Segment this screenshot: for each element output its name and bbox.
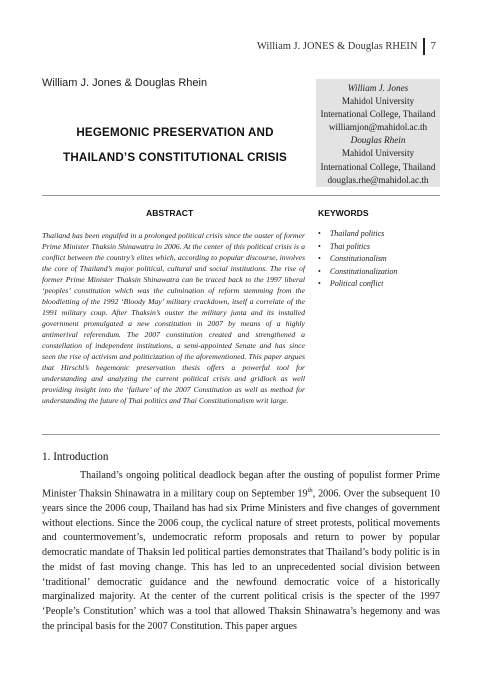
author-2-name: Douglas Rhein [350,135,406,146]
abstract-paragraph: Thailand has been engulfed in a prolonged political crisis since the ouster of former Prime Minister Thaksin Shinawatra in 2006. At the center of this political crisis is a conflict between the country’s elites which, according to popular discourse, involves the core of Thailand’s major political, cultural and social institutions. The rise of former Prime Minister Thaksin Shinawatra can be traced back to the 1997 liberal ‘peoples’ constitution which was the culmination of reform stemming from the bloodletting of the 1992 ‘Bloody May’ military crackdown, itself a correlate of the 1991 military coup. After Thaksin’s ouster the military junta and its installed government promulgated a new constitution in 2007 by means of a highly antimerival referendum. The 2007 constitution created and strengthened a constellation of independent institutions, a semi-appointed Senate and has since seen the rise of activism and politicization of the aforementioned. This paper argues that Hirschl’s hegemonic preservation thesis offers a powerful tool for understanding and analyzing the current political crisis and gridlock as well providing insight into the ‘failure’ of the 2007 Constitution as well as method for understanding the future of Thai politics and Thai Constitutionalism writ large. [42,231,305,405]
abstract-text [42,230,305,406]
paper-title [42,120,308,170]
abstract-bottom-divider [42,434,440,435]
author-2-email[interactable]: douglas.rhe@mahidol.ac.th [327,174,429,185]
author-2-country: International College, Thailand [320,161,436,172]
ordinal-suffix: th [307,486,313,494]
author-1-name: William J. Jones [347,83,409,93]
keywords-list [318,228,397,291]
author-1-institution: Mahidol University [341,96,415,107]
authors-line: William J. Jones & Douglas Rhein [42,77,208,89]
paper-title-line-2: THAILAND’S CONSTITUTIONAL CRISIS [63,151,287,164]
paper-title-line-1: HEGEMONIC PRESERVATION AND [76,126,274,139]
section-divider [42,195,440,196]
running-head-divider [423,38,425,55]
running-head-authors: William J. JONES & Douglas RHEIN [256,40,418,52]
page-number: 7 [430,40,436,52]
author-1-email[interactable]: williamjon@mahidol.ac.th [328,122,428,133]
keywords-heading: KEYWORDS [318,208,369,218]
keyword-item: • Constitutionalism [318,253,397,266]
keyword-item: • Constitutionalization [318,266,397,279]
author-1-country: International College, Thailand [320,109,436,120]
keyword-item: • Political conflict [318,278,397,291]
intro-text-rest: , 2006. Over the subsequent 10 years since the 2006 coup, Thailand has had six Prime Ministers and five changes of government without elections. Since the 2006 coup, the cyclical nature of street protests, political movements and countermovement’s, undemocratic reform proposals and return to power by popular democratic mandate of Thaksin led political parties demonstrates that Thailand’s body politic is in the midst of fast moving change. This has led to an unprecedented social division between ‘traditional’ democratic guidance and the newfound democratic voice of a historically marginalized majority. At the center of the current political crisis is the specter of the 1997 ‘People’s Constitution’ which was a tool that allowed Thaksin Shinawatra’s hegemony and was the principal basis for the 2007 Constitution. This paper argues [42,488,440,632]
introduction-body [42,469,440,635]
section-heading-introduction: 1. Introduction [42,451,109,463]
keyword-item: • Thailand politics [318,228,397,241]
intro-text-start: Thailand’s ongoing political deadlock began after the ousting of populist former Prime Minister Thaksin Shinawatra in a military coup on September 19 [42,470,440,500]
abstract-heading: ABSTRACT [146,208,194,218]
author-2-institution: Mahidol University [341,148,415,159]
introduction-paragraph [42,469,440,635]
keyword-item: • Thai politics [318,241,397,254]
running-head [257,37,436,55]
affiliations-box [316,79,440,187]
